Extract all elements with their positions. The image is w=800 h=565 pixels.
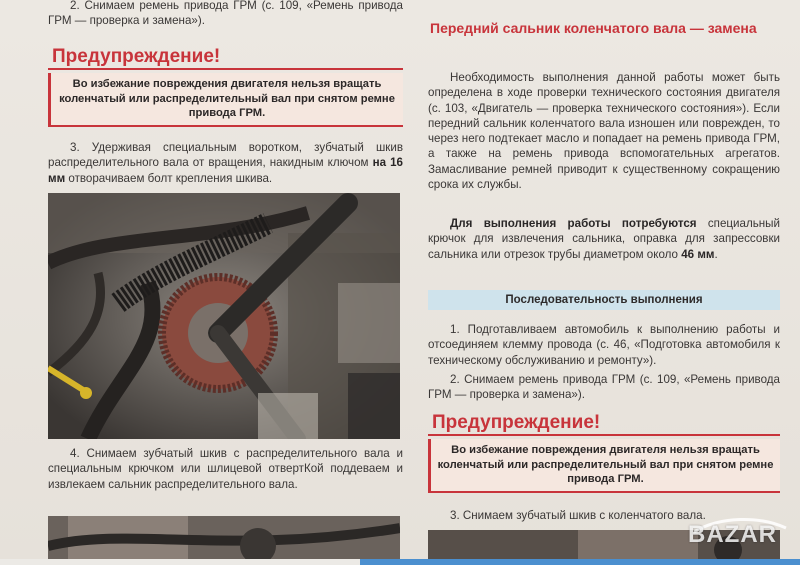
- left-step3-a: 3. Удерживая специальным воротком, зубчатый шкив распределительного вала от вращения, накидным ключом: [48, 141, 403, 170]
- right-warning-title: Предупреждение!: [428, 412, 780, 436]
- left-warning-text: Во избежание повреждения двигателя нельзя вращать коленчатый или распределительный вал при снятом ремне привода ГРМ.: [48, 73, 403, 127]
- right-tools-size: 46 мм: [681, 247, 715, 261]
- engine-photo-seal: [48, 516, 400, 560]
- right-tools-end: .: [714, 247, 718, 261]
- right-section-title: Передний сальник коленчатого вала — замена: [430, 20, 757, 36]
- right-tools-text: [428, 216, 780, 262]
- footer-bar: [0, 559, 800, 565]
- right-step1-text: 1. Подготавливаем автомобиль к выполнению работы и отсоединяем клемму провода (с. 46, «Подготовка автомобиля к техническому обслуживанию и ремонту»).: [428, 323, 780, 367]
- right-step2-text: 2. Снимаем ремень привода ГРМ (с. 109, «Ремень привода ГРМ — проверка и замена»).: [428, 373, 780, 402]
- right-warning-text: Во избежание повреждения двигателя нельзя вращать коленчатый или распределительный вал при снятом ремне привода ГРМ.: [428, 439, 780, 493]
- left-step3-text: [48, 140, 403, 186]
- left-warning-title: Предупреждение!: [48, 46, 403, 70]
- watermark-logo: BAZAR: [688, 521, 777, 548]
- left-step4-text: 4. Снимаем зубчатый шкив с распределительного вала и специальным крючком или шлицевой отвертКой поддеваем и извлекаем сальник распределительного вала.: [48, 447, 403, 491]
- right-step3-text: 3. Снимаем зубчатый шкив с коленчатого вала.: [450, 509, 706, 522]
- sequence-header: Последовательность выполнения: [428, 290, 780, 310]
- left-step3-b: отворачиваем болт крепления шкива.: [65, 171, 273, 185]
- right-tools-bold: Для выполнения работы потребуются: [450, 217, 697, 230]
- left-step2-text: 2. Снимаем ремень привода ГРМ (с. 109, «Ремень привода ГРМ — проверка и замена»).: [48, 0, 403, 28]
- right-warning: [428, 412, 780, 493]
- engine-photo-camshaft: [48, 193, 400, 439]
- engine-photo-seal-graphic: [48, 516, 400, 560]
- footer-bar-cut: [0, 559, 360, 565]
- left-step3-bold: на 16 мм: [48, 156, 404, 185]
- engine-photo-graphic: [48, 193, 400, 439]
- left-warning: [48, 46, 403, 127]
- right-intro-text: Необходимость выполнения данной работы может быть определена в ходе проверки технического состояния двигателя (с. 103, «Двигатель — проверка технического состояния»). Если передний сальник коленчатого вала изношен или поврежден, то через него подтекает масло и попадает на ремень привода ГРМ, а также на ремень привода вспомогательных агрегатов. Замасливание ремней приводит к существенному сокращению срока их службы.: [428, 71, 780, 192]
- right-tools-body: специальный крючок для извлечения сальника, оправка для запрессовки сальника или отрезок трубы диаметром около: [428, 217, 780, 261]
